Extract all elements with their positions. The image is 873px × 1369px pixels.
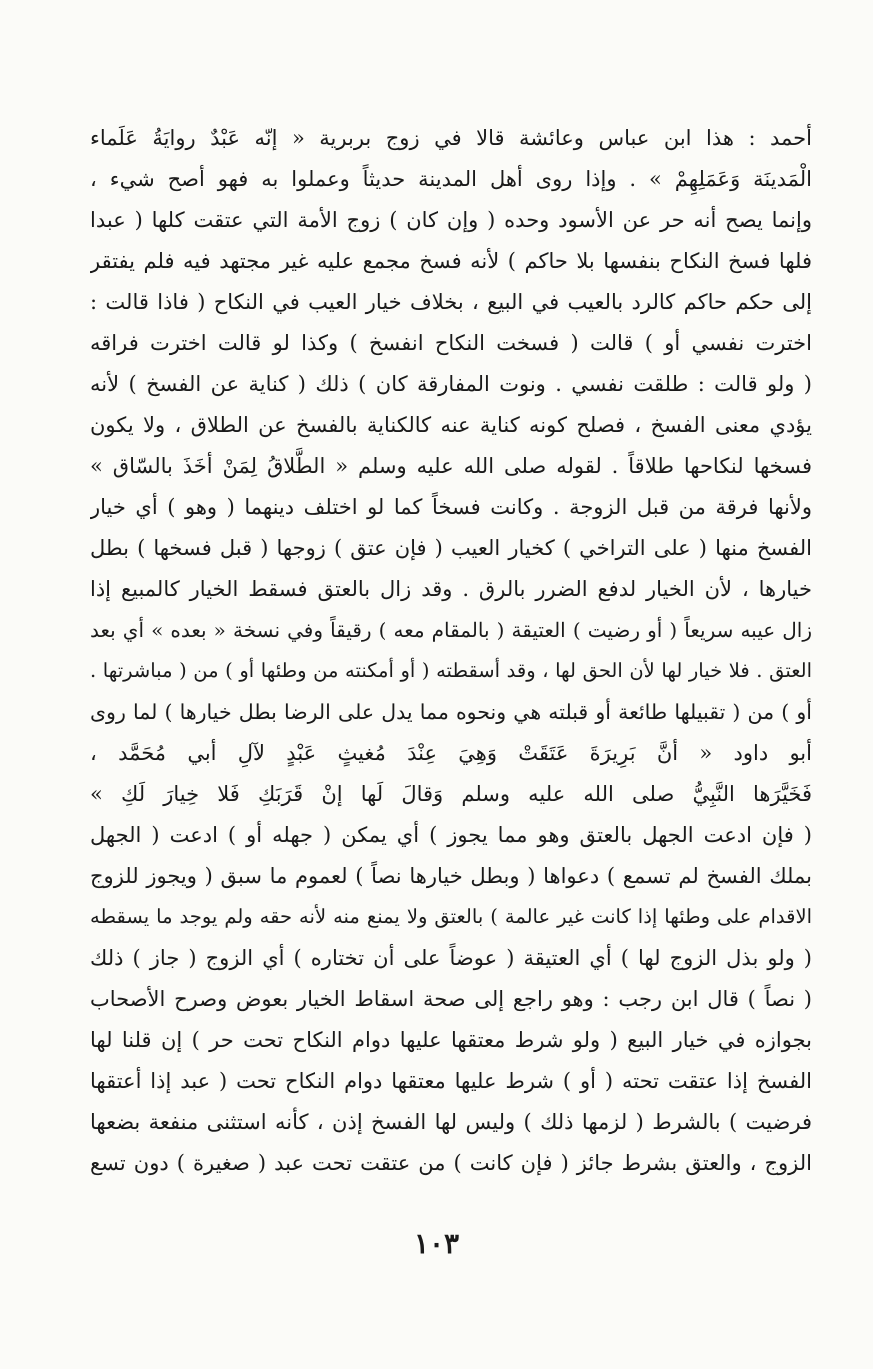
text-line: ( نصاً ) قال ابن رجب : وهو راجع إلى صحة اسقاط الخيار بعوض وصرح الأصحاب (90, 987, 812, 1011)
text-line: اخترت نفسي أو ) قالت ( فسخت النكاح انفسخ ) وكذا لو قالت اخترت فراقه (90, 331, 812, 355)
text-line: ( ولو بذل الزوج لها ) أي العتيقة ( عوضاً على أن تختاره ) أي الزوج ( جاز ) ذلك (90, 946, 812, 970)
text-line: أو ) من ( تقبيلها طائعة أو قبلته هي ونحوه مما يدل على الرضا بطل خيارها ) لما روى (90, 700, 812, 724)
text-line: ولأنها فرقة من قبل الزوجة . وكانت فسخاً كما لو اختلف دينهما ( وهو ) أي خيار (90, 495, 812, 519)
text-line: الْمَدينَة وَعَمَلِهِمْ » . وإذا روى أهل المدينة حديثاً وعملوا به فهو أصح شيء ، (90, 167, 812, 191)
text-line: خيارها ، لأن الخيار لدفع الضرر بالرق . وقد زال بالعتق فسقط الخيار كالمبيع إذا (90, 577, 812, 601)
text-line: ( فإن ادعت الجهل بالعتق وهو مما يجوز ) أي يمكن ( جهله أو ) ادعت ( الجهل (90, 823, 812, 847)
text-line: فرضيت ) بالشرط ( لزمها ذلك ) وليس لها الفسخ إذن ، كأنه استثنى منفعة بضعها (90, 1110, 812, 1134)
text-line: فَخَيَّرَها النَّبِيُّ صلى الله عليه وسلم وَقالَ لَها إنْ قَرَبَكِ فَلا خِيارَ لَكِ » (90, 782, 812, 806)
text-line: فلها فسخ النكاح بنفسها بلا حاكم ) لأنه فسخ مجمع عليه غير مجتهد فيه فلم يفتقر (90, 249, 812, 273)
text-line: بملك الفسخ لم تسمع ) دعواها ( وبطل خيارها نصاً ) لعموم ما سبق ( ويجوز للزوج (90, 864, 812, 888)
text-line: بجوازه في خيار البيع ( ولو شرط معتقها عليها دوام النكاح تحت حر ) إن قلنا لها (90, 1028, 812, 1052)
text-line: الاقدام على وطئها إذا كانت غير عالمة ) بالعتق ولا يمنع منه لأنه حقه ولم يوجد ما يسقطه (90, 905, 812, 928)
text-line: زال عيبه سريعاً ( أو رضيت ) العتيقة ( بالمقام معه ) رقيقاً وفي نسخة « بعده » أي بعد (90, 618, 812, 642)
text-line: العتق . فلا خيار لها لأن الحق لها ، وقد أسقطته ( أو أمكنته من وطئها أو ) من ( مباشرتها . (90, 659, 812, 682)
text-line: إلى حكم حاكم كالرد بالعيب في البيع ، بخلاف خيار العيب في النكاح ( فاذا قالت : (90, 290, 812, 314)
text-line: ( ولو قالت : طلقت نفسي . ونوت المفارقة كان ) ذلك ( كناية عن الفسخ ) لأنه (90, 372, 812, 396)
text-line: أبو داود « أنَّ بَرِيرَةَ عَتَقَتْ وَهِيَ عِنْدَ مُغيثٍ عَبْدٍ لآلِ أبي مُحَمَّد ، (90, 741, 812, 765)
text-line: الفسخ إذا عتقت تحته ( أو ) شرط عليها معتقها دوام النكاح تحت ( عبد إذا أعتقها (90, 1069, 812, 1093)
text-line: يؤدي معنى الفسخ ، فصلح كونه كناية عنه كالكناية بالفسخ عن الطلاق ، ولا يكون (90, 413, 812, 437)
page-number: ١٠٣ (413, 1227, 460, 1260)
text-line: الزوج ، والعتق بشرط جائز ( فإن كانت ) من عتقت تحت عبد ( صغيرة ) دون تسع (90, 1151, 812, 1175)
text-line: أحمد : هذا ابن عباس وعائشة قالا في زوج بربرية « إنّه عَبْدٌ روايَةُ عَلَماء (90, 126, 812, 150)
body-text (90, 118, 812, 1218)
text-line: الفسخ منها ( على التراخي ) كخيار العيب ( فإن عتق ) زوجها ( قبل فسخها ) بطل (90, 536, 812, 560)
text-line: فسخها لنكاحها طلاقاً . لقوله صلى الله عليه وسلم « الطَّلاقُ لِمَنْ أخَذَ بالسّاق » (90, 454, 812, 478)
text-line: وإنما يصح أنه حر عن الأسود وحده ( وإن كان ) زوج الأمة التي عتقت كلها ( عبدا (90, 208, 812, 232)
